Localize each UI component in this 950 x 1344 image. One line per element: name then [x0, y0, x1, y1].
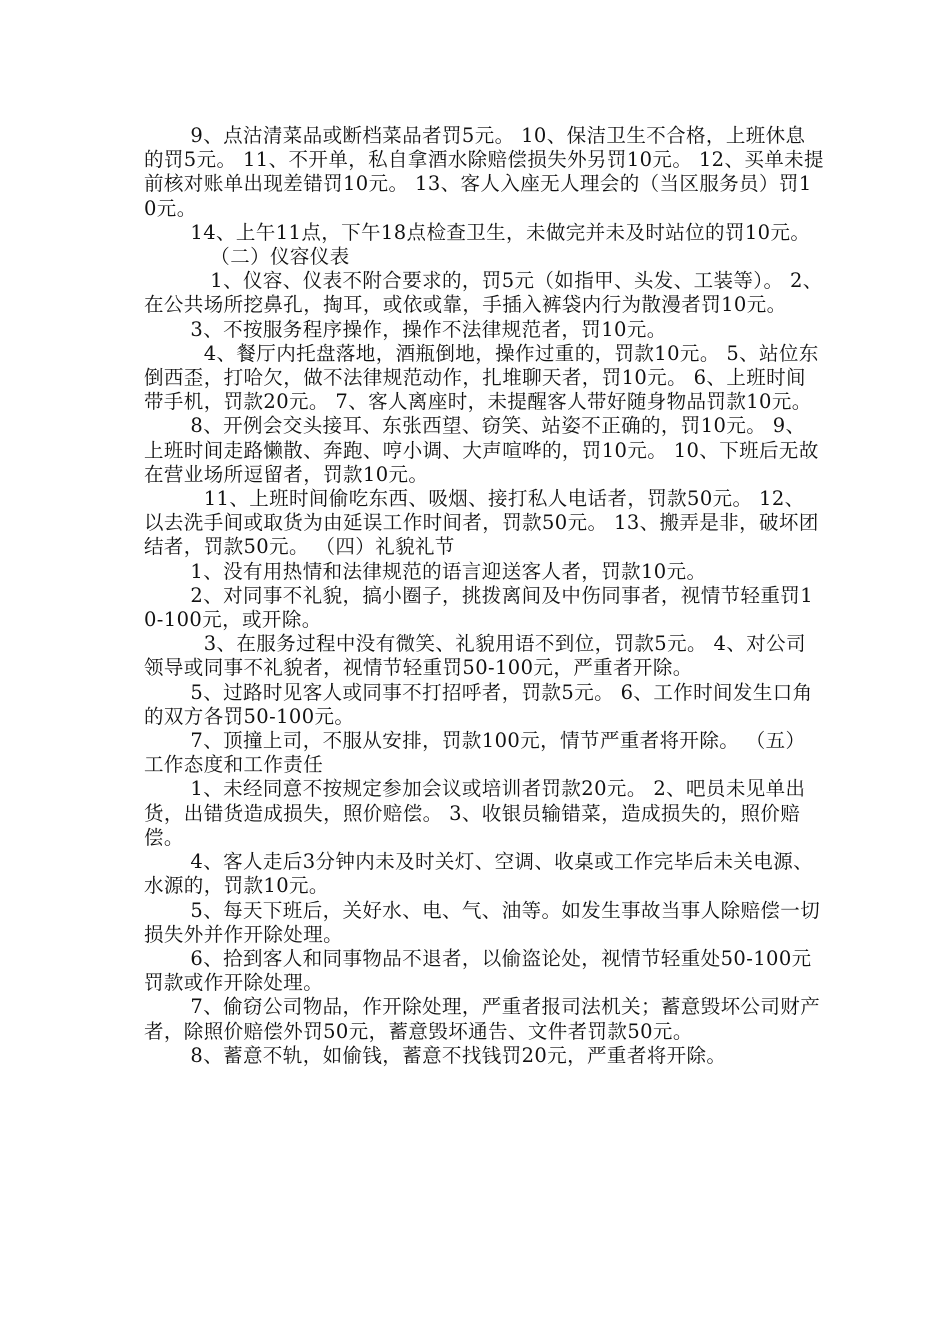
document-body: [144, 124, 824, 1068]
paragraph-12: 5、过路时见客人或同事不打招呼者，罚款5元。 6、工作时间发生口角的双方各罚50-100元。: [144, 680, 813, 728]
paragraph-18: 7、偷窃公司物品，作开除处理，严重者报司法机关；蓄意毁坏公司财产者，除照价赔偿外罚50元，蓄意毁坏通告、文件者罚款50元。: [144, 995, 821, 1043]
paragraph-8: 11、上班时间偷吃东西、吸烟、接打私人电话者，罚款50元。 12、以去洗手间或取货为由延误工作时间者，罚款50元。 13、搬弄是非，破坏团结者，罚款50元。 （四）礼貌礼节: [144, 487, 819, 559]
paragraph-11: 3、在服务过程中没有微笑、礼貌用语不到位，罚款5元。 4、对公司领导或同事不礼貌者，视情节轻重罚50-100元，严重者开除。: [144, 632, 806, 680]
paragraph-1: 9、点沽清菜品或断档菜品者罚5元。 10、保洁卫生不合格，上班休息的罚5元。 11、不开单，私自拿酒水除赔偿损失外另罚10元。 12、买单未提前核对账单出现差错罚10元。 13、客人入座无人理会的（当区服务员）罚10元。: [144, 124, 824, 220]
paragraph-13: 7、顶撞上司，不服从安排，罚款100元，情节严重者将开除。 （五）工作态度和工作责任: [144, 729, 806, 777]
paragraph-9: 1、没有用热情和法律规范的语言迎送客人者，罚款10元。: [144, 559, 707, 583]
paragraph-15: 4、客人走后3分钟内未及时关灯、空调、收桌或工作完毕后未关电源、水源的，罚款10元。: [144, 850, 814, 898]
paragraph-6: 4、餐厅内托盘落地，酒瓶倒地，操作过重的，罚款10元。 5、站位东倒西歪，打哈欠，做不法律规范动作，扎堆聊天者，罚10元。 6、上班时间带手机，罚款20元。 7、客人离座时，未提醒客人带好随身物品罚款10元。: [144, 341, 819, 414]
paragraph-19: 8、蓄意不轨，如偷钱，蓄意不找钱罚20元，严重者将开除。: [144, 1043, 727, 1067]
section-heading-appearance: （二）仪容仪表: [144, 245, 350, 269]
paragraph-7: 8、开例会交头接耳、东张西望、窃笑、站姿不正确的，罚10元。 9、上班时间走路懒散、奔跑、哼小调、大声喧哗的，罚10元。 10、下班后无故在营业场所逗留者，罚款10元。: [144, 414, 819, 486]
paragraph-16: 5、每天下班后，关好水、电、气、油等。如发生事故当事人除赔偿一切损失外并作开除处理。: [144, 898, 821, 946]
paragraph-17: 6、拾到客人和同事物品不退者，以偷盗论处，视情节轻重处50-100元罚款或作开除处理。: [144, 946, 812, 995]
paragraph-2: 14、上午11点，下午18点检查卫生，未做完并未及时站位的罚10元。: [144, 220, 811, 244]
paragraph-4: 1、仪容、仪表不附合要求的，罚5元（如指甲、头发、工装等）。 2、在公共场所挖鼻孔，掏耳，或依或靠，手插入裤袋内行为散漫者罚10元。: [144, 269, 823, 317]
paragraph-14: 1、未经同意不按规定参加会议或培训者罚款20元。 2、吧员未见单出货，出错货造成损失，照价赔偿。 3、收银员输错菜，造成损失的，照价赔偿。: [144, 777, 806, 849]
paragraph-5: 3、不按服务程序操作，操作不法律规范者，罚10元。: [144, 317, 667, 341]
paragraph-10: 2、对同事不礼貌，搞小圈子，挑拨离间及中伤同事者，视情节轻重罚10-100元，或开除。: [144, 583, 814, 632]
